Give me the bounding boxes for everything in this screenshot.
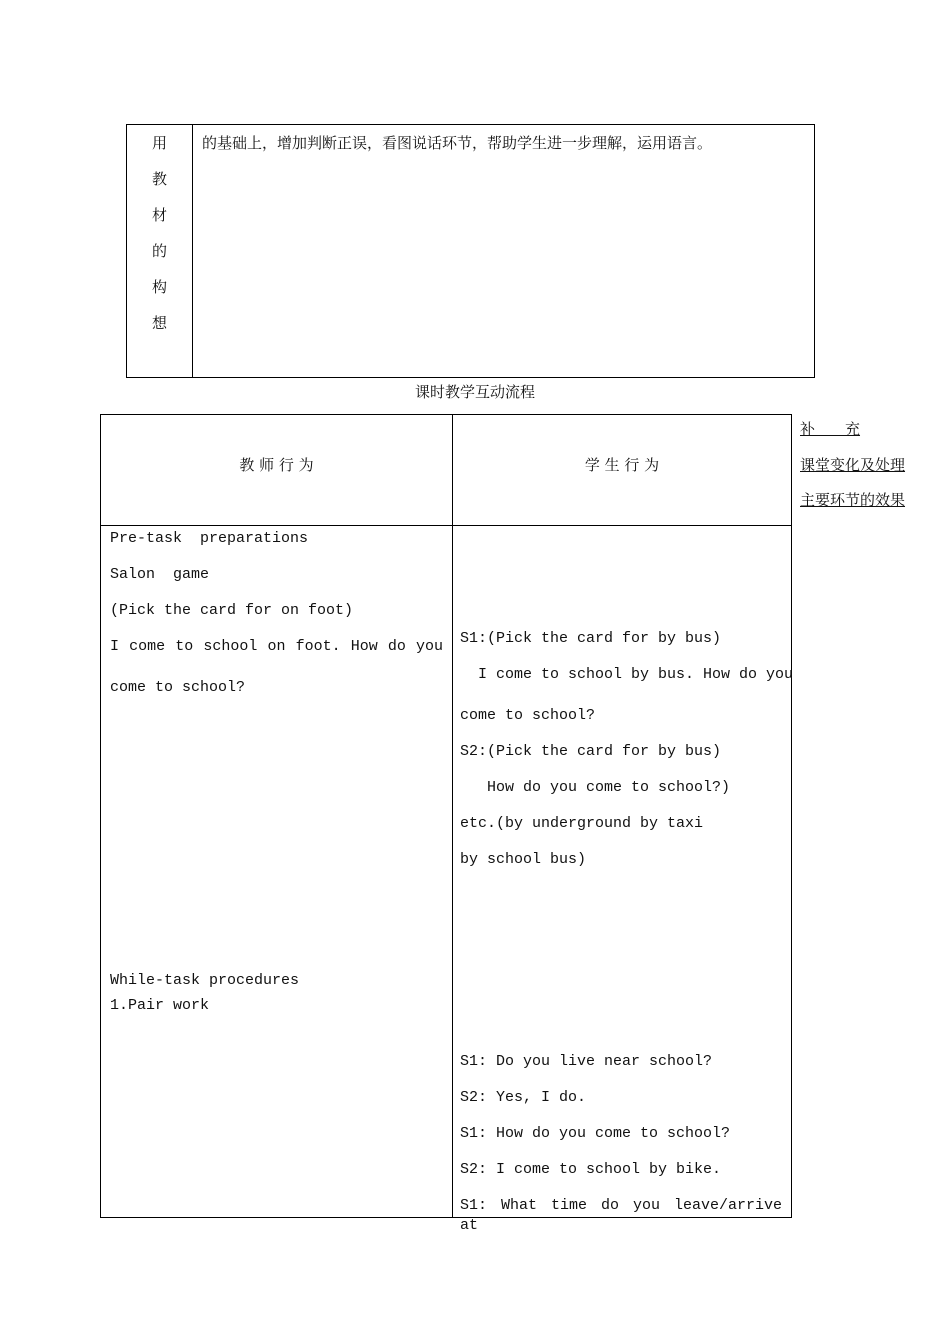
label-char: 想 <box>151 314 167 332</box>
label-char: 用 <box>151 134 167 152</box>
student-line: S1:(Pick the card for by bus) <box>460 630 722 647</box>
teacher-line: I come to school on foot. How do you <box>110 638 443 655</box>
pre-task-heading: Pre-task preparations <box>110 530 309 547</box>
salon-game: Salon game <box>110 566 210 583</box>
dialogue-line: S2: I come to school by bike. <box>460 1161 722 1178</box>
teacher-header: 教 师 行 为 <box>239 456 314 474</box>
dialogue-line: S1: Do you live near school? <box>460 1053 713 1070</box>
student-line: How do you come to school?) <box>460 779 731 796</box>
dialogue-line: S1: How do you come to school? <box>460 1125 731 1142</box>
section-title: 课时教学互动流程 <box>414 383 535 401</box>
dialogue-line: S2: Yes, I do. <box>460 1089 587 1106</box>
while-task-heading: While-task procedures <box>110 972 300 989</box>
interaction-flow-table <box>100 414 794 1234</box>
pair-work: 1.Pair work <box>110 997 210 1014</box>
dialogue-line: S1: What time do you leave/arrive at <box>460 1197 782 1234</box>
material-concept-table <box>126 124 815 378</box>
supplement-heading: 补 充 <box>800 420 861 438</box>
student-line: come to school? <box>460 707 596 724</box>
student-line: etc.(by underground by taxi <box>460 815 704 832</box>
student-line: by school bus) <box>460 851 587 868</box>
supplement-line: 课堂变化及处理 <box>800 456 906 474</box>
student-line: I come to school by bus. How do you <box>460 666 794 683</box>
header-divider <box>101 525 791 526</box>
student-header: 学 生 行 为 <box>584 456 660 474</box>
student-line: S2:(Pick the card for by bus) <box>460 743 722 760</box>
teacher-line: come to school? <box>110 679 246 696</box>
column-divider <box>452 415 453 1217</box>
label-char: 教 <box>151 170 167 188</box>
column-divider <box>192 125 193 377</box>
label-char: 材 <box>151 206 167 224</box>
supplement-line: 主要环节的效果 <box>800 491 906 509</box>
concept-text: 的基础上，增加判断正误，看图说话环节，帮助学生进一步理解，运用语言。 <box>202 134 713 152</box>
pick-card-instruction: (Pick the card for on foot) <box>110 602 354 619</box>
vertical-label <box>127 130 192 346</box>
label-char: 的 <box>151 242 167 260</box>
label-char: 构 <box>151 278 167 296</box>
